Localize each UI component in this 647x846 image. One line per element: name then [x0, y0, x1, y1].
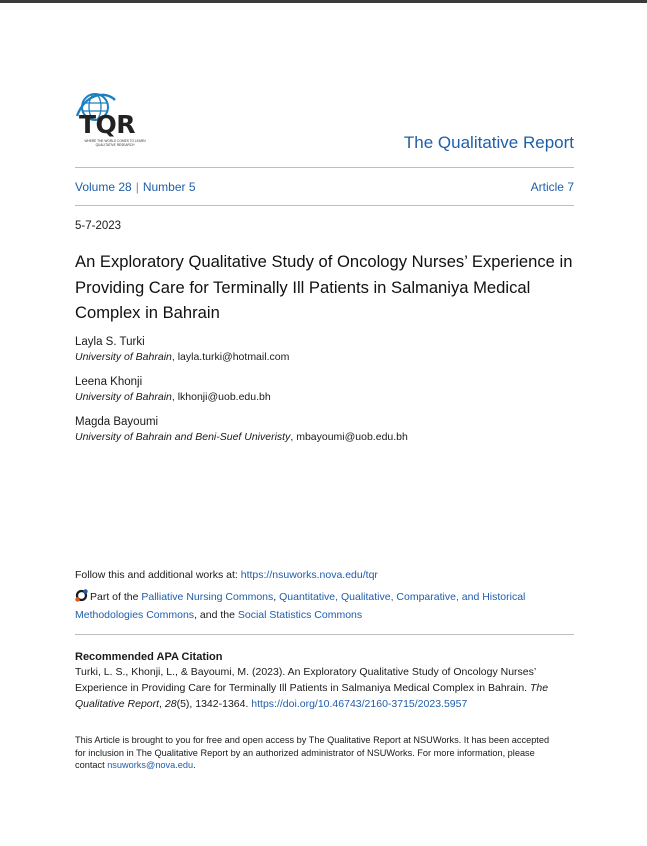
- divider: [75, 205, 574, 206]
- affiliation-text: University of Bahrain: [75, 391, 172, 403]
- separator: , and the: [194, 608, 238, 621]
- separator: |: [135, 180, 139, 194]
- network-icon: [75, 589, 88, 602]
- methodologies-link[interactable]: Quantitative, Qualitative, Comparative, and Historical Methodologies Commons: [75, 591, 526, 621]
- number-link[interactable]: Number 5: [142, 180, 196, 194]
- publication-date: 5-7-2023: [75, 220, 122, 232]
- separator: ,: [273, 591, 280, 603]
- logo-text: TQR: [79, 110, 136, 139]
- author-affiliation: [75, 431, 408, 443]
- citation-issue: (5), 1342-1364.: [176, 697, 252, 710]
- footer-end: .: [193, 760, 196, 771]
- part-of-prefix: Part of the: [90, 591, 142, 603]
- separator: ,: [159, 697, 165, 710]
- author-affiliation: [75, 351, 289, 363]
- author-name: Layla S. Turki: [75, 336, 145, 348]
- top-border: [0, 0, 647, 3]
- contact-email-link[interactable]: nsuworks@nova.edu: [107, 760, 194, 771]
- doi-link[interactable]: https://doi.org/10.46743/2160-3715/2023.5957: [251, 697, 468, 710]
- citation-journal: The Qualitative Report: [75, 681, 549, 710]
- part-of-commons: [75, 589, 575, 624]
- affiliation-text: University of Bahrain and Beni-Suef Univeristy: [75, 431, 291, 443]
- journal-title-link[interactable]: The Qualitative Report: [403, 133, 574, 152]
- social-statistics-link[interactable]: Social Statistics Commons: [237, 608, 363, 621]
- author-name: Magda Bayoumi: [75, 416, 159, 428]
- citation-volume: 28: [164, 697, 177, 710]
- tqr-logo[interactable]: [73, 92, 153, 150]
- affiliation-text: University of Bahrain: [75, 351, 172, 363]
- author-email: , lkhonji@uob.edu.bh: [171, 391, 271, 403]
- article-link[interactable]: Article 7: [530, 180, 574, 194]
- logo-tagline: WHERE THE WORLD COMES TO LEARN QUALITATIVE RESEARCH: [84, 139, 146, 147]
- author-email: , mbayoumi@uob.edu.bh: [290, 431, 408, 443]
- author-email: , layla.turki@hotmail.com: [171, 351, 290, 363]
- author-affiliation: [75, 391, 271, 403]
- follow-text: Follow this and additional works at:: [75, 569, 241, 581]
- article-title: An Exploratory Qualitative Study of Oncology Nurses’ Experience in Providing Care for Terminally Ill Patients in Salmaniya Medical Complex in Bahrain: [75, 252, 573, 322]
- access-text: This Article is brought to you for free and open access by The Qualitative Report at NSUWorks. It has been accepted for inclusion in The Qualitative Report by an authorized administrator of NSUWorks. For more information, please contact: [75, 735, 550, 771]
- citation-text: [75, 665, 575, 712]
- author-name: Leena Khonji: [75, 376, 143, 388]
- divider: [75, 634, 574, 635]
- citation-heading: Recommended APA Citation: [75, 651, 223, 663]
- divider: [75, 167, 574, 168]
- follow-line: [75, 569, 378, 581]
- volume-link[interactable]: Volume 28: [75, 180, 132, 194]
- volume-number: [75, 180, 196, 194]
- citation-body: Turki, L. S., Khonji, L., & Bayoumi, M. (2023). An Exploratory Qualitative Study of Oncology Nurses’ Experience in Providing Care for Terminally Ill Patients in Salmaniya Medical Complex in Bahrain.: [75, 666, 536, 694]
- palliative-nursing-link[interactable]: Palliative Nursing Commons: [141, 591, 274, 603]
- tqr-url-link[interactable]: https://nsuworks.nova.edu/tqr: [240, 569, 378, 581]
- access-notice: [75, 734, 555, 772]
